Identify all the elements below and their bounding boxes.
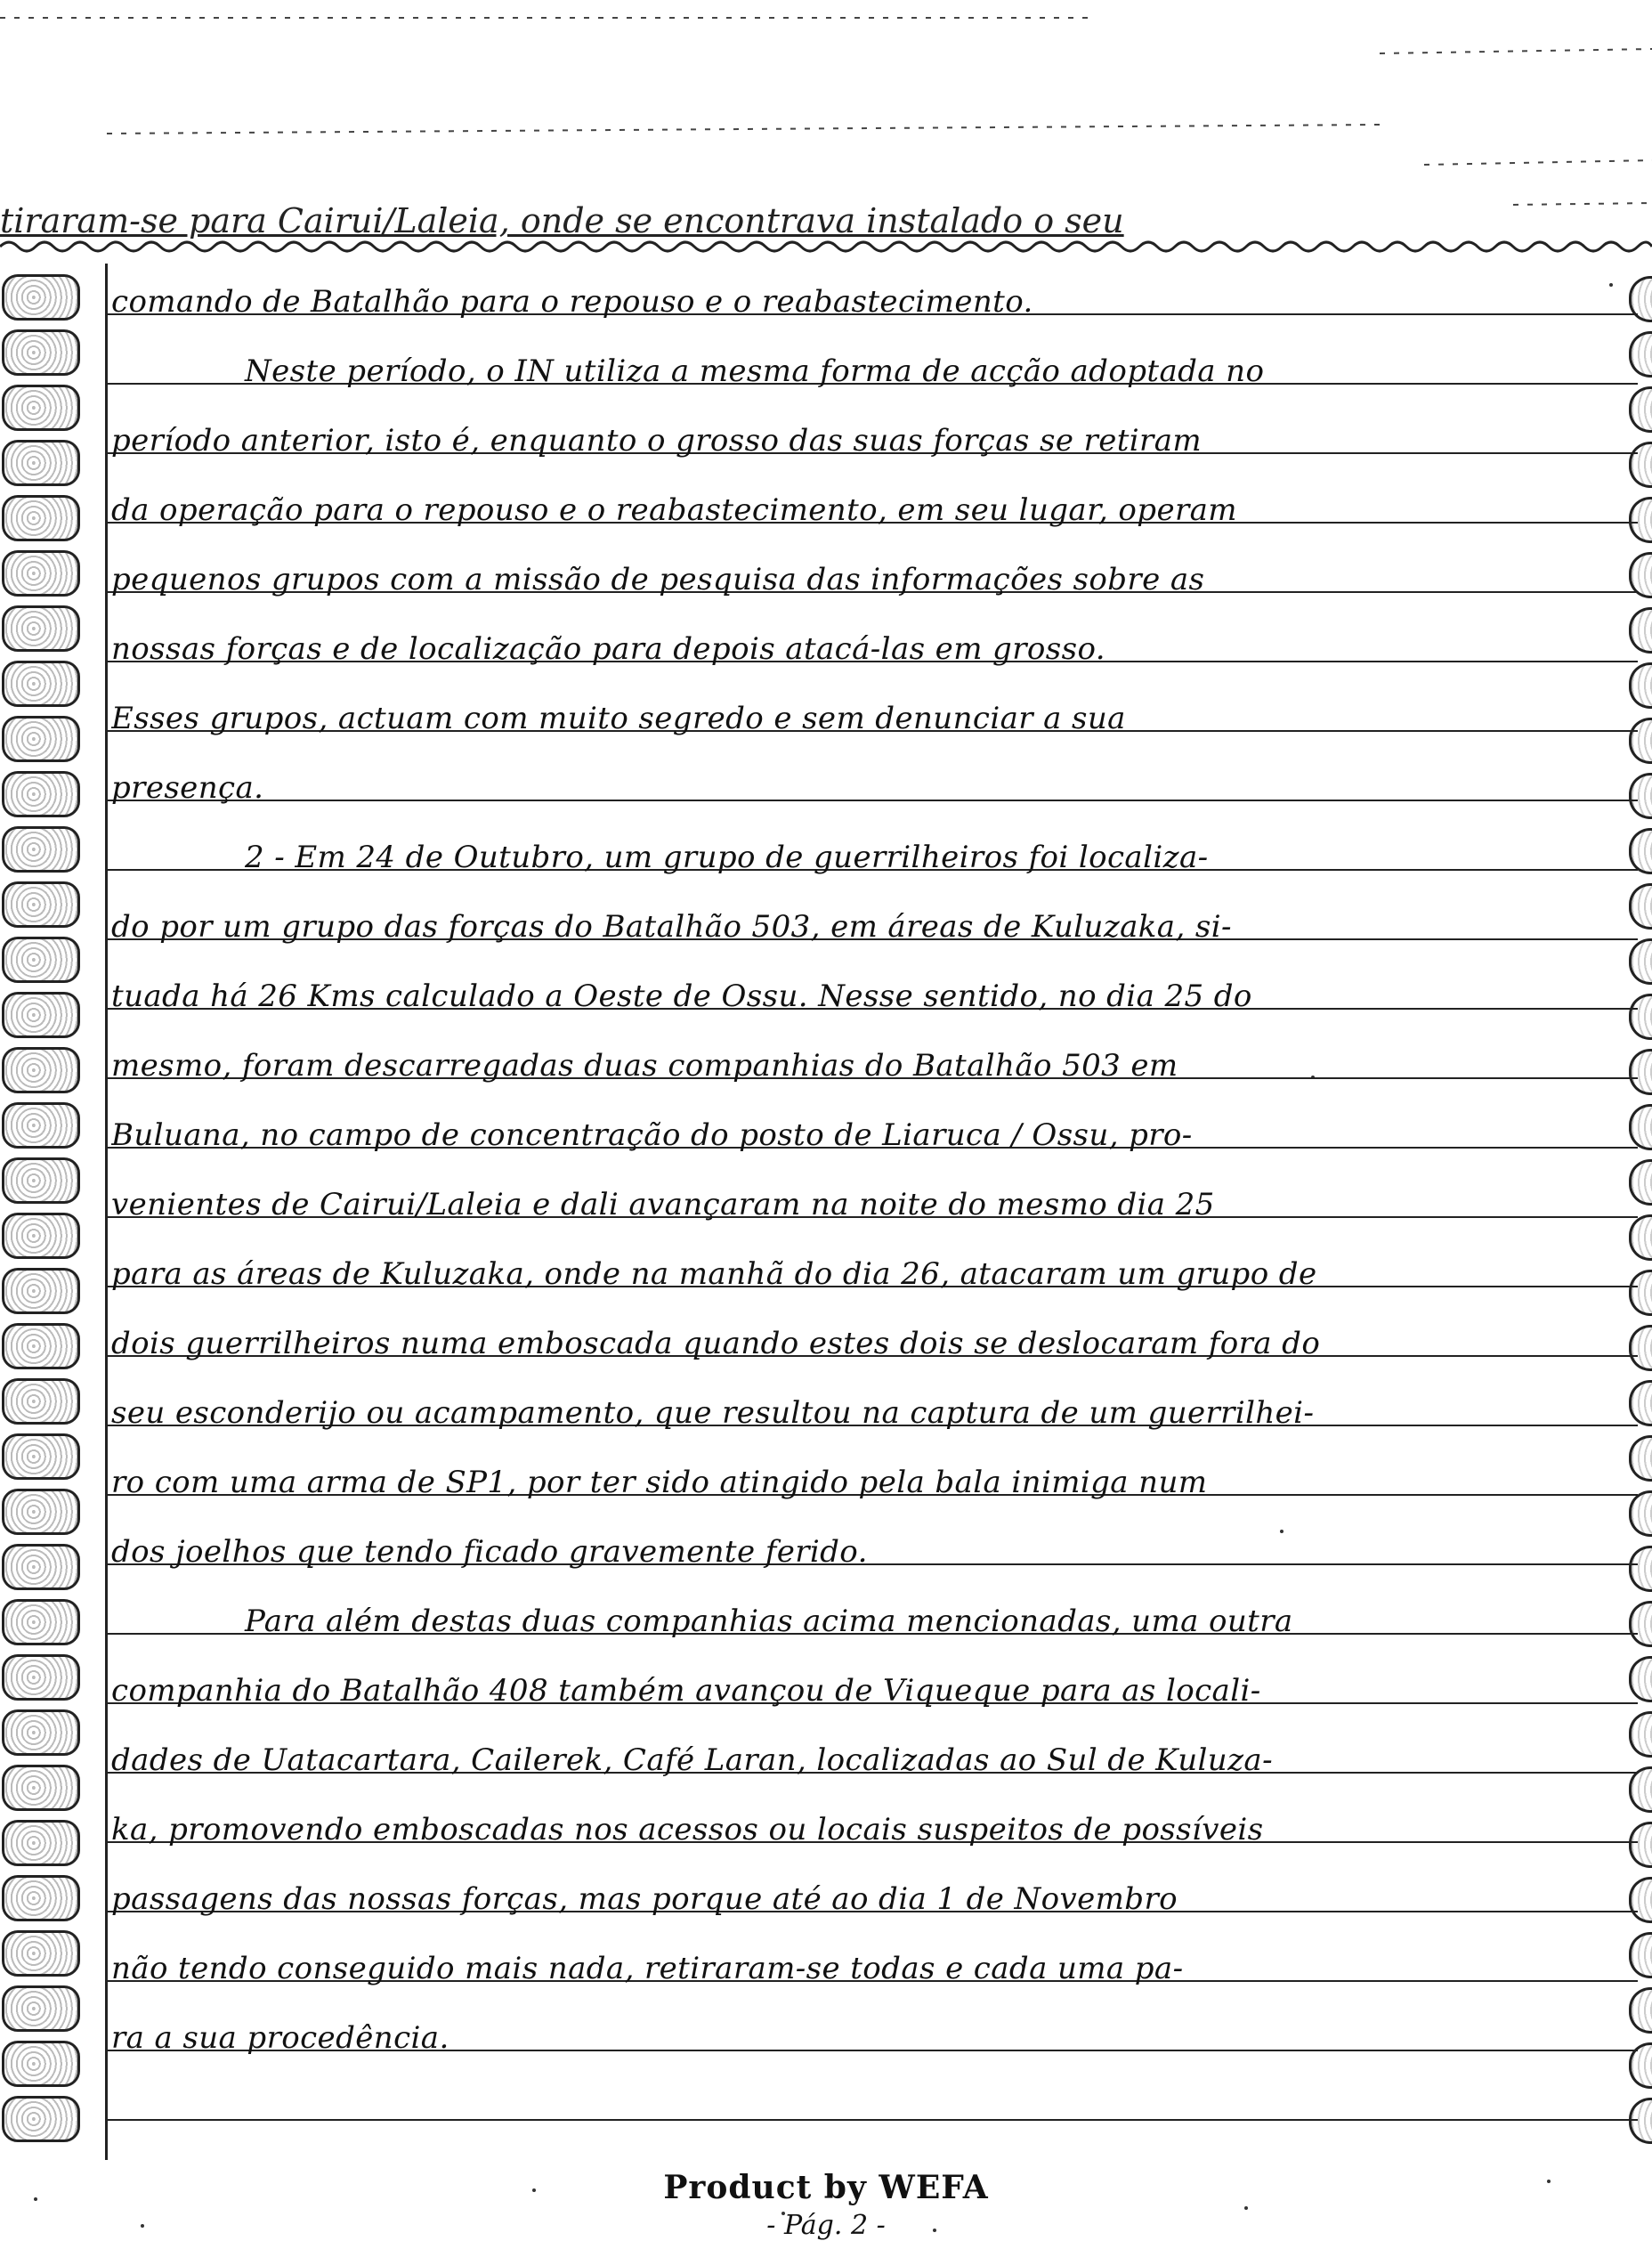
text-line: ro com uma arma de SP1, por ter sido atingido pela bala inimiga num <box>111 1465 1208 1500</box>
binder-hole <box>2 1378 80 1425</box>
binder-hole <box>2 1268 80 1314</box>
binder-hole <box>2 329 80 376</box>
text-line: 2 - Em 24 de Outubro, um grupo de guerrilheiros foi localiza- <box>245 840 1209 875</box>
text-line: companhia do Batalhão 408 também avançou de Viqueque para as locali- <box>111 1673 1261 1709</box>
text-line: mesmo, foram descarregadas duas companhias do Batalhão 503 em <box>111 1048 1178 1084</box>
binder-hole <box>2 274 80 321</box>
binder-hole <box>2 1709 80 1756</box>
ruled-line <box>107 2119 1638 2121</box>
text-line: Esses grupos, actuam com muito segredo e sem denunciar a sua <box>111 701 1126 736</box>
binder-hole <box>2 1157 80 1204</box>
binder-hole <box>2 1433 80 1480</box>
binder-hole <box>2 1599 80 1645</box>
page-number: - Pág. 2 - <box>766 2210 886 2241</box>
binder-hole <box>2 826 80 873</box>
binder-hole <box>2 440 80 486</box>
text-line: tuada há 26 Kms calculado a Oeste de Ossu. Nesse sentido, no dia 25 do <box>111 978 1252 1014</box>
binder-hole <box>2 2096 80 2142</box>
text-line: venientes de Cairui/Laleia e dali avançaram na noite do mesmo dia 25 <box>111 1187 1215 1222</box>
binder-hole <box>2 1985 80 2032</box>
text-line: seu esconderijo ou acampamento, que resultou na captura de um guerrilhei- <box>111 1395 1315 1431</box>
text-line: dades de Uatacartara, Cailerek, Café Laran, localizadas ao Sul de Kuluza- <box>111 1742 1273 1778</box>
binder-hole <box>2 716 80 762</box>
text-line: para as áreas de Kuluzaka, onde na manhã do dia 26, atacaram um grupo de <box>111 1256 1317 1292</box>
binder-hole <box>2 2041 80 2087</box>
binder-hole <box>2 550 80 597</box>
binder-hole <box>2 937 80 983</box>
binder-hole <box>2 1820 80 1866</box>
top-partial-line: tiraram-se para Cairui/Laleia, onde se encontrava instalado o seu <box>0 203 1124 239</box>
text-line: comando de Batalhão para o repouso e o reabastecimento. <box>111 284 1033 320</box>
binder-hole <box>2 1654 80 1701</box>
text-line: passagens das nossas forças, mas porque até ao dia 1 de Novembro <box>111 1881 1178 1917</box>
binder-hole <box>2 1765 80 1811</box>
text-line: Neste período, o IN utiliza a mesma forma de acção adoptada no <box>245 353 1265 389</box>
binder-hole <box>2 1213 80 1259</box>
text-line: dos joelhos que tendo ficado gravemente ferido. <box>111 1534 868 1570</box>
text-line: pequenos grupos com a missão de pesquisa das informações sobre as <box>111 562 1205 597</box>
text-line: nossas forças e de localização para depois atacá-las em grosso. <box>111 631 1105 667</box>
binder-hole <box>2 771 80 817</box>
binder-hole <box>2 385 80 431</box>
text-line: do por um grupo das forças do Batalhão 503, em áreas de Kuluzaka, si- <box>111 909 1232 945</box>
binder-hole <box>2 881 80 928</box>
text-line: da operação para o repouso e o reabastecimento, em seu lugar, operam <box>111 492 1237 528</box>
binder-hole <box>2 1875 80 1921</box>
text-line: Para além destas duas companhias acima mencionadas, uma outra <box>245 1604 1293 1639</box>
text-line: ka, promovendo emboscadas nos acessos ou locais suspeitos de possíveis <box>111 1812 1264 1847</box>
binder-hole <box>2 992 80 1038</box>
left-margin-rule <box>105 264 108 2160</box>
binder-hole <box>2 495 80 541</box>
text-line: ra a sua procedência. <box>111 2020 449 2056</box>
binder-hole <box>2 1323 80 1369</box>
text-line: Buluana, no campo de concentração do posto de Liaruca / Ossu, pro- <box>111 1117 1193 1153</box>
binder-hole <box>2 1930 80 1977</box>
text-line: não tendo conseguido mais nada, retiraram-se todas e cada uma pa- <box>111 1951 1184 1986</box>
text-line: presença. <box>111 770 264 806</box>
binder-hole <box>2 1544 80 1590</box>
binder-hole <box>2 1489 80 1535</box>
binder-hole <box>2 1047 80 1093</box>
text-line: dois guerrilheiros numa emboscada quando estes dois se deslocaram fora do <box>111 1326 1321 1361</box>
binder-hole <box>2 605 80 652</box>
binder-hole <box>2 1102 80 1149</box>
product-footer: Product by WEFA <box>663 2169 989 2206</box>
binder-hole <box>2 661 80 707</box>
text-line: período anterior, isto é, enquanto o grosso das suas forças se retiram <box>111 423 1203 459</box>
